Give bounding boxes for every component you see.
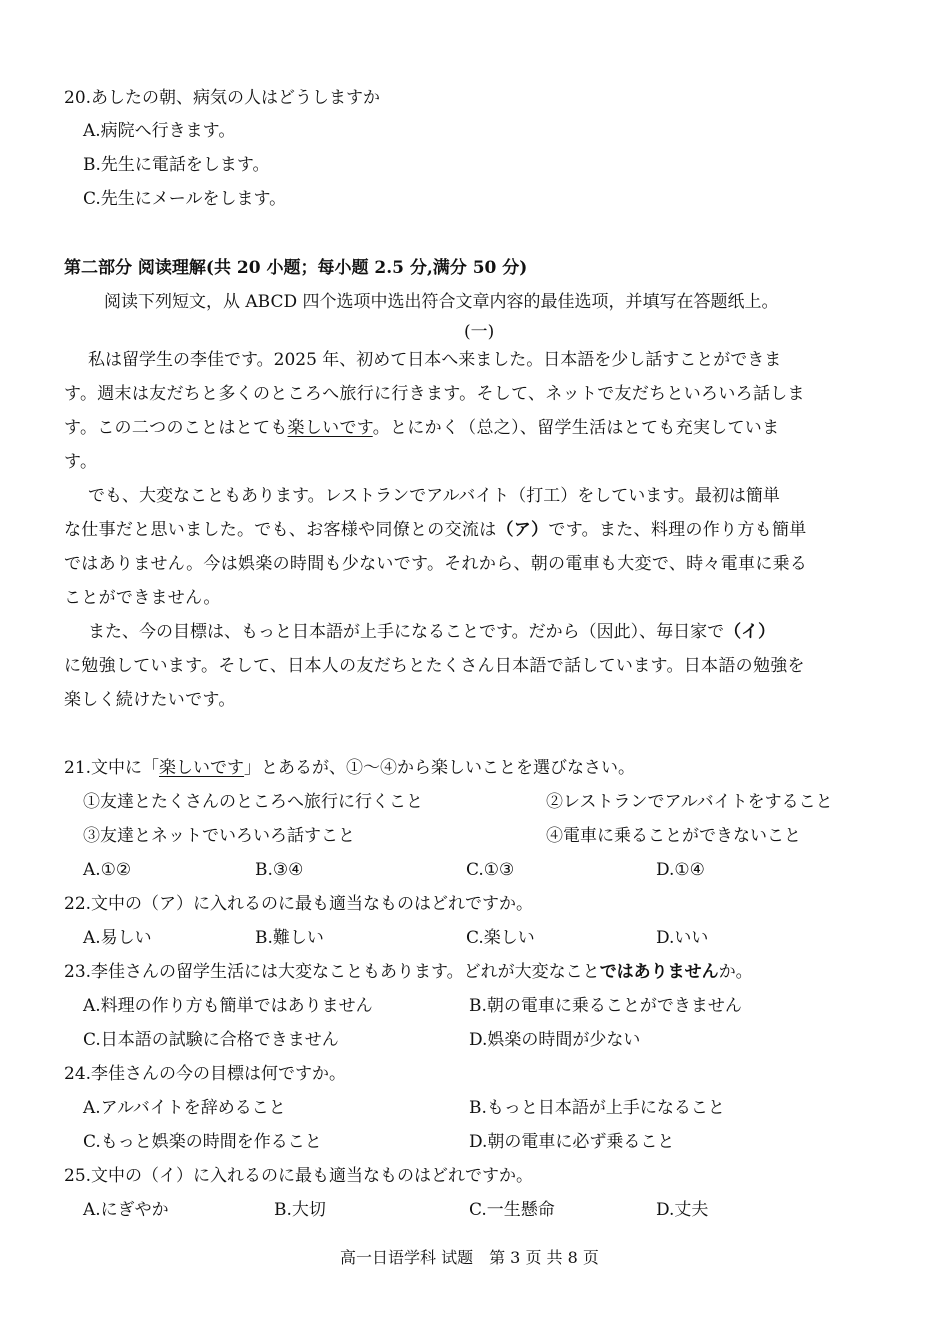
q23-question — [64, 960, 753, 984]
q23-option-c: C.日本語の試験に合格できません — [83, 1030, 339, 1050]
page-footer: 高一日语学科 试题 第 3 页 共 8 页 — [340, 1248, 599, 1267]
q21-option-b: B.③④ — [255, 860, 304, 880]
q25-option-b: B.大切 — [274, 1200, 326, 1220]
passage-line: す。 — [64, 452, 98, 472]
passage-line: ではありません。今は娯楽の時間も少ないです。それから、朝の電車も大変で、時々電車に乗る — [64, 554, 808, 574]
passage-text: 。とにかく（总之）、留学生活はとても充実していま — [372, 418, 780, 438]
q22-option-c: C.楽しい — [466, 928, 535, 948]
q20-option-a: A.病院へ行きます。 — [83, 121, 236, 141]
q21-item-3: ③友達とネットでいろいろ話すこと — [83, 826, 355, 846]
passage-line: 私は留学生の李佳です。2025 年、初めて日本へ来ました。日本語を少し話すことができま — [88, 350, 782, 370]
passage-line: に勉強しています。そして、日本人の友だちとたくさん日本語で話しています。日本語の勉強を — [64, 656, 805, 676]
q24-option-b: B.もっと日本語が上手になること — [469, 1098, 725, 1118]
q24-option-c: C.もっと娯楽の時間を作ること — [83, 1132, 322, 1152]
passage-line: ことができません。 — [64, 588, 221, 608]
q25-option-d: D.丈夫 — [656, 1200, 709, 1220]
q20-option-c: C.先生にメールをします。 — [83, 189, 287, 209]
q22-question: 22.文中の（ア）に入れるのに最も適当なものはどれですか。 — [64, 894, 534, 914]
underlined-phrase: 楽しいです — [287, 418, 373, 438]
q23-text: か。 — [718, 962, 753, 982]
passage-line: でも、大変なこともあります。レストランでアルバイト（打工）をしています。最初は簡単 — [88, 486, 780, 506]
q22-option-d: D.いい — [656, 928, 709, 948]
passage-text: です。また、料理の作り方も簡単 — [548, 520, 807, 540]
q21-question — [64, 756, 635, 780]
passage-line: 楽しく続けたいです。 — [64, 690, 236, 710]
q21-text: 」とあるが、①～④から楽しいことを選びなさい。 — [244, 758, 636, 778]
q21-item-2: ②レストランでアルバイトをすること — [546, 792, 833, 812]
q22-option-a: A.易しい — [83, 928, 152, 948]
q21-option-c: C.①③ — [466, 860, 515, 880]
q21-item-1: ①友達とたくさんのところへ旅行に行くこと — [83, 792, 423, 812]
q24-option-a: A.アルバイトを辞めること — [83, 1098, 286, 1118]
q23-emphasis: ではありません — [599, 962, 719, 982]
q21-text: 21.文中に「 — [64, 758, 160, 778]
q24-question: 24.李佳さんの今の目標は何ですか。 — [64, 1064, 347, 1084]
q21-underlined: 楽しいです — [159, 758, 245, 778]
passage-line: す。週末は友だちと多くのところへ旅行に行きます。そして、ネットで友だちといろいろ話しま — [64, 384, 805, 404]
passage-text: な仕事だと思いました。でも、お客様や同僚との交流は — [64, 520, 497, 540]
passage-text: す。この二つのことはとても — [64, 418, 288, 438]
q20-option-b: B.先生に電話をします。 — [83, 155, 270, 175]
part2-heading: 第二部分 阅读理解(共 20 小题；每小题 2.5 分,满分 50 分) — [64, 258, 528, 278]
q23-option-b: B.朝の電車に乗ることができません — [469, 996, 742, 1016]
passage-text: また、今の目標は、もっと日本語が上手になることです。だから（因此）、毎日家で — [88, 622, 725, 642]
q20-question: 20.あしたの朝、病気の人はどうしますか — [64, 88, 381, 108]
q25-option-c: C.一生懸命 — [469, 1200, 555, 1220]
passage-line — [64, 416, 779, 440]
q25-question: 25.文中の（イ）に入れるのに最も適当なものはどれですか。 — [64, 1166, 534, 1186]
q23-option-a: A.料理の作り方も簡単ではありません — [83, 996, 373, 1016]
q21-option-a: A.①② — [83, 860, 132, 880]
part2-instruction: 阅读下列短文，从 ABCD 四个选项中选出符合文章内容的最佳选项，并填写在答题纸上。 — [104, 292, 779, 312]
q21-item-4: ④電車に乗ることができないこと — [546, 826, 801, 846]
q23-text: 23.李佳さんの留学生活には大変なこともあります。どれが大変なこと — [64, 962, 600, 982]
blank-i: （イ） — [724, 622, 776, 642]
q21-option-d: D.①④ — [656, 860, 705, 880]
q25-option-a: A.にぎやか — [83, 1200, 169, 1220]
passage-line — [64, 518, 807, 542]
q23-option-d: D.娯楽の時間が少ない — [469, 1030, 641, 1050]
q24-option-d: D.朝の電車に必ず乗ること — [469, 1132, 675, 1152]
passage-line — [88, 620, 775, 644]
blank-a: （ア） — [496, 520, 549, 540]
q22-option-b: B.難しい — [255, 928, 324, 948]
section-number: (一) — [464, 322, 495, 342]
